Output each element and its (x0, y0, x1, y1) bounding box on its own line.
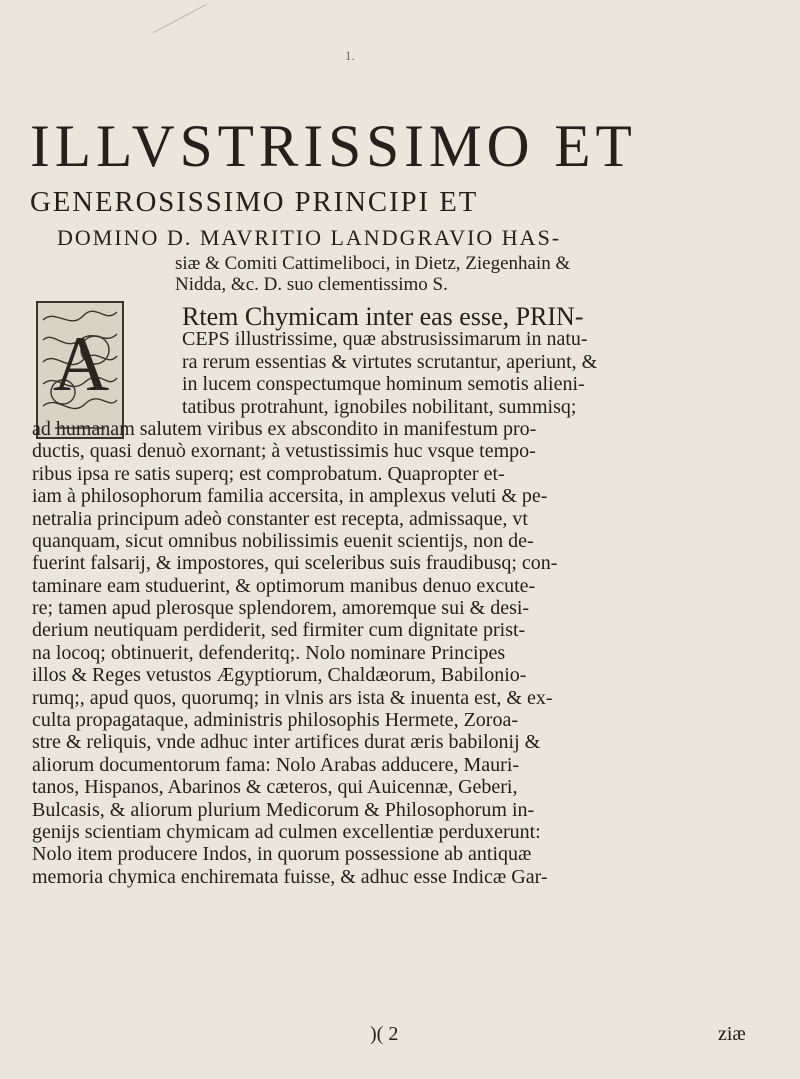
body-line: in lucem conspectumque hominum semotis alieni- (182, 373, 585, 396)
body-line: Rtem Chymicam inter eas esse, PRIN- (182, 302, 584, 331)
body-line: quanquam, sicut omnibus nobilissimis euenit scientijs, non de- (32, 529, 534, 552)
body-line: re; tamen apud plerosque splendorem, amoremque sui & desi- (32, 597, 530, 620)
dedication-line: Nidda, &c. D. suo clementissimo S. (175, 274, 448, 295)
body-line: derium neutiquam perdiderit, sed firmiter cum dignitate prist- (32, 619, 526, 642)
catchword: ziæ (718, 1023, 746, 1045)
body-line: genijs scientiam chymicam ad culmen excellentiæ perduxerunt: (32, 820, 541, 843)
body-line: iam à philosophorum familia accersita, in amplexus veluti & pe- (32, 485, 548, 508)
page-mark: 1. (345, 48, 355, 63)
body-text (32, 302, 792, 888)
body-line: Bulcasis, & aliorum plurium Medicorum & Philosophorum in- (32, 798, 535, 821)
page-stain-line (153, 4, 206, 33)
body-line: taminare eam studuerint, & optimorum manibus denuo excute- (32, 574, 536, 597)
body-line: aliorum documentorum fama: Nolo Arabas adducere, Mauri- (32, 753, 520, 776)
body-line: tatibus protrahunt, ignobiles nobilitant, summisq; (182, 395, 577, 418)
body-line: stre & reliquis, vnde adhuc inter artifices durat æris babilonij & (32, 731, 541, 754)
signature-mark: )( 2 (370, 1023, 399, 1045)
body-line: illos & Reges vetustos Ægyptiorum, Chaldæorum, Babilonio- (32, 664, 527, 687)
heading-line-2: GENEROSISSIMO PRINCIPI ET (30, 186, 479, 218)
heading-line-3: DOMINO D. MAVRITIO LANDGRAVIO HAS- (57, 225, 562, 250)
body-line: Nolo item producere Indos, in quorum possessione ab antiquæ (32, 843, 532, 866)
heading-line-1: ILLVSTRISSIMO ET (30, 113, 637, 179)
body-line: netralia principum adeò constanter est recepta, admissaque, vt (32, 507, 528, 530)
body-line: culta propagataque, administris philosophis Hermete, Zoroa- (32, 709, 518, 732)
body-line: tanos, Hispanos, Abarinos & cæteros, qui Auicennæ, Geberi, (32, 776, 518, 799)
body-line: memoria chymica enchiremata fuisse, & adhuc esse Indicæ Gar- (32, 865, 548, 888)
body-line: CEPS illustrissime, quæ abstrusissimarum in natu- (182, 328, 588, 351)
dedication-line: siæ & Comiti Cattimeliboci, in Dietz, Ziegenhain & (175, 253, 571, 274)
svg-text:A: A (52, 320, 110, 407)
body-line: ra rerum essentias & virtutes scrutantur, aperiunt, & (182, 350, 598, 373)
page-footer (0, 1023, 800, 1047)
body-line: fuerint falsarij, & impostores, qui sceleribus suis fraudibusq; con- (32, 552, 558, 575)
body-line: rumq;, apud quos, quorumq; in vlnis ars ista & inuenta est, & ex- (32, 686, 553, 709)
body-line: ductis, quasi denuò exornant; à vetustissimis huc vsque tempo- (32, 440, 536, 463)
body-line: ribus ipsa re satis superq; est comprobatum. Quapropter et- (32, 462, 505, 485)
body-line: ad humanam salutem viribus ex abscondito in manifestum pro- (32, 417, 537, 440)
body-line: na locoq; obtinuerit, defenderitq;. Nolo nominare Principes (32, 641, 506, 664)
dedication (175, 253, 695, 295)
